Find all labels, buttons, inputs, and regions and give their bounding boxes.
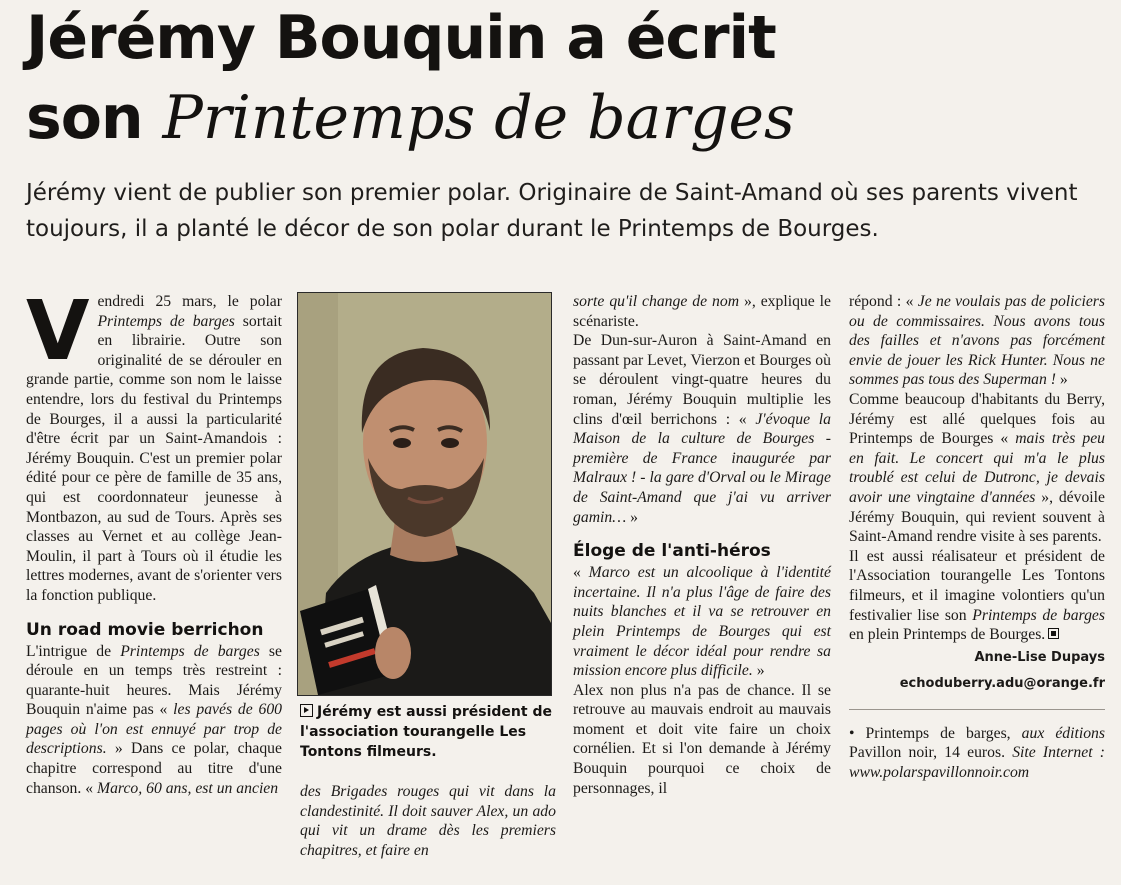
c1-p2-d: les pavés de 600 pages où l'on est ennuyé par trop de descriptions. [26,701,283,758]
c3-p2-b: J'évoque la Maison de la culture de Bourges - première de France inaugurée par Malraux ! - la gare d'Orval ou le Mirage de Saint-Amand que j'ai vu arriver gamin… [573,410,831,526]
info-c: Pavillon noir, 14 euros. [849,744,1013,762]
c4-p3-a: Il est aussi réalisateur et président de l'Association tourangelle Les Tontons filmeurs, et il imagine volontiers qu'un festivalier lise son [849,547,1105,624]
c4-p2-b: mais très peu en fait. Le concert qui m'a le plus troublé est celui de Dutronc, je devais avoir une vingtaine d'années [849,430,1106,506]
standfirst: Jérémy vient de publier son premier polar. Originaire de Saint-Amand où ses parents vivent toujours, il a planté le décor de son polar durant le Printemps de Bourges. [26,180,1078,242]
article-column-2-continuation [300,782,556,860]
subhead-road-movie: Un road movie berrichon [26,619,264,640]
c4-p1-b: Je ne voulais pas de policiers ou de commissaires. Nous avons tous des failles et n'avons pas forcément envie de jouer les Rick Hunter. Nous ne sommes pas tous des Superman ! [849,293,1106,389]
drop-cap: V [26,284,90,379]
c1-p2-c: se déroule en un temps très restreint : quarante-huit heures. Mais Jérémy Bouquin n'aime pas « [26,642,282,719]
article-column-3 [573,292,831,798]
subhead-anti-hero: Éloge de l'anti-héros [573,541,771,562]
c4-p3-b: Printemps de barges [972,606,1105,624]
c1-p2-b: Printemps de barges [120,642,260,660]
col2-paragraph [300,782,556,860]
c3-p1-b: », explique le scénariste. [573,293,831,330]
info-d: Site Internet : www.polarspavillonnoir.com [849,744,1105,781]
author-byline: Anne-Lise Dupays [974,649,1105,665]
c3-paragraph-2 [573,331,831,527]
headline-italic: Printemps de barges [162,83,795,153]
c1-p2-e: » Dans ce polar, chaque chapitre correspond au titre d'une chanson. « [26,740,282,797]
book-info [849,724,1105,783]
info-divider [849,709,1105,710]
c4-paragraph-2 [849,390,1105,547]
c1-p1-a: endredi 25 mars, le polar [97,293,282,310]
c4-p2-c: », dévoile Jérémy Bouquin, qui revient souvent à Saint-Amand rendre visite à ses parents. [849,488,1105,546]
c4-p2-a: Comme beaucoup d'habitants du Berry, Jérémy est allé quelques fois au Printemps de Bourges « [849,390,1105,448]
c1-p1-b: Printemps de barges [97,312,235,330]
c4-p1-c: » [1055,371,1068,389]
c3-paragraph-4: Alex non plus n'a pas de chance. Il se retrouve au mauvais endroit au mauvais moment et doit vite faire un choix cornélien. Et si l'on demande à Jérémy Bouquin pourquoi ce choix de personnages, il [573,681,831,797]
c1-p2-a: L'intrigue de [26,642,121,660]
c3-paragraph-1 [573,292,831,331]
photo-caption [300,702,554,762]
end-of-article-square-icon [1048,628,1059,639]
intro-paragraph [26,284,283,606]
c2-text: des Brigades rouges qui vit dans la clandestinité. Il doit sauver Alex, un ado qui vit un drame dès les premiers chapitres, et faire en [300,783,556,859]
c3-p3-c: » [752,662,765,680]
author-email: echoduberry.adu@orange.fr [899,675,1105,691]
c4-p3-c: en plein Printemps de Bourges. [849,626,1046,644]
c3-p1-a: sorte qu'il change de nom [573,293,740,310]
plot-paragraph [26,642,282,799]
c3-p2-a: De Dun-sur-Auron à Saint-Amand en passant par Levet, Vierzon et Bourges où se déroulent vingt-quatre heures du roman, Jérémy Bouquin multiplie les clins d'œil berrichons : « [573,332,831,428]
author-photo [297,292,552,696]
c4-paragraph-3 [849,547,1105,645]
article-column-1 [26,284,283,798]
c3-p3-a: « [573,564,589,582]
author-portrait-illustration [298,293,551,695]
c3-p2-c: » [626,508,638,526]
headline-plain: son [26,83,143,153]
c1-p1-c: sortait en librairie. Outre son originalité de se dérouler en grande partie, comme son nom le laisse entendre, lors du festival du Printemps de Bourges, il a aussi la particularité d'être écrit par un Saint-Amandois : Jérémy Bouquin. C'est un premier polar édité pour ce père de famille de 35 ans, qui est coordonnateur jeunesse à Montbazon, au sud de Tours. Après ses classes au Vernet et au collège Jean-Moulin, il part à Tours où il étudie les lettres modernes, avant de s'orienter vers la fonction publique. [26,312,283,604]
play-triangle-icon [300,704,313,717]
headline-line-1-text: Jérémy Bouquin a écrit [26,3,776,73]
c4-paragraph-1 [849,292,1105,390]
headline-line-2 [26,83,795,153]
c3-paragraph-3 [573,563,831,681]
c3-p3-b: Marco est un alcoolique à l'identité incertaine. Il n'a plus l'âge de faire des nuits blanches et il va se retrouver en plein Printemps de Bourges qui est vraiment le décor idéal pour rendre sa mission encore plus difficile. [573,564,831,680]
c4-p1-a: répond : « [849,293,918,310]
c1-p2-f: Marco, 60 ans, est un ancien [97,779,279,797]
info-b: aux éditions [1021,724,1105,742]
info-a: • Printemps de barges, [849,724,1022,742]
photo-caption-text: Jérémy est aussi président de l'association tourangelle Les Tontons filmeurs. [300,704,552,760]
headline-line-1 [26,3,776,73]
article-column-4 [849,292,1105,782]
